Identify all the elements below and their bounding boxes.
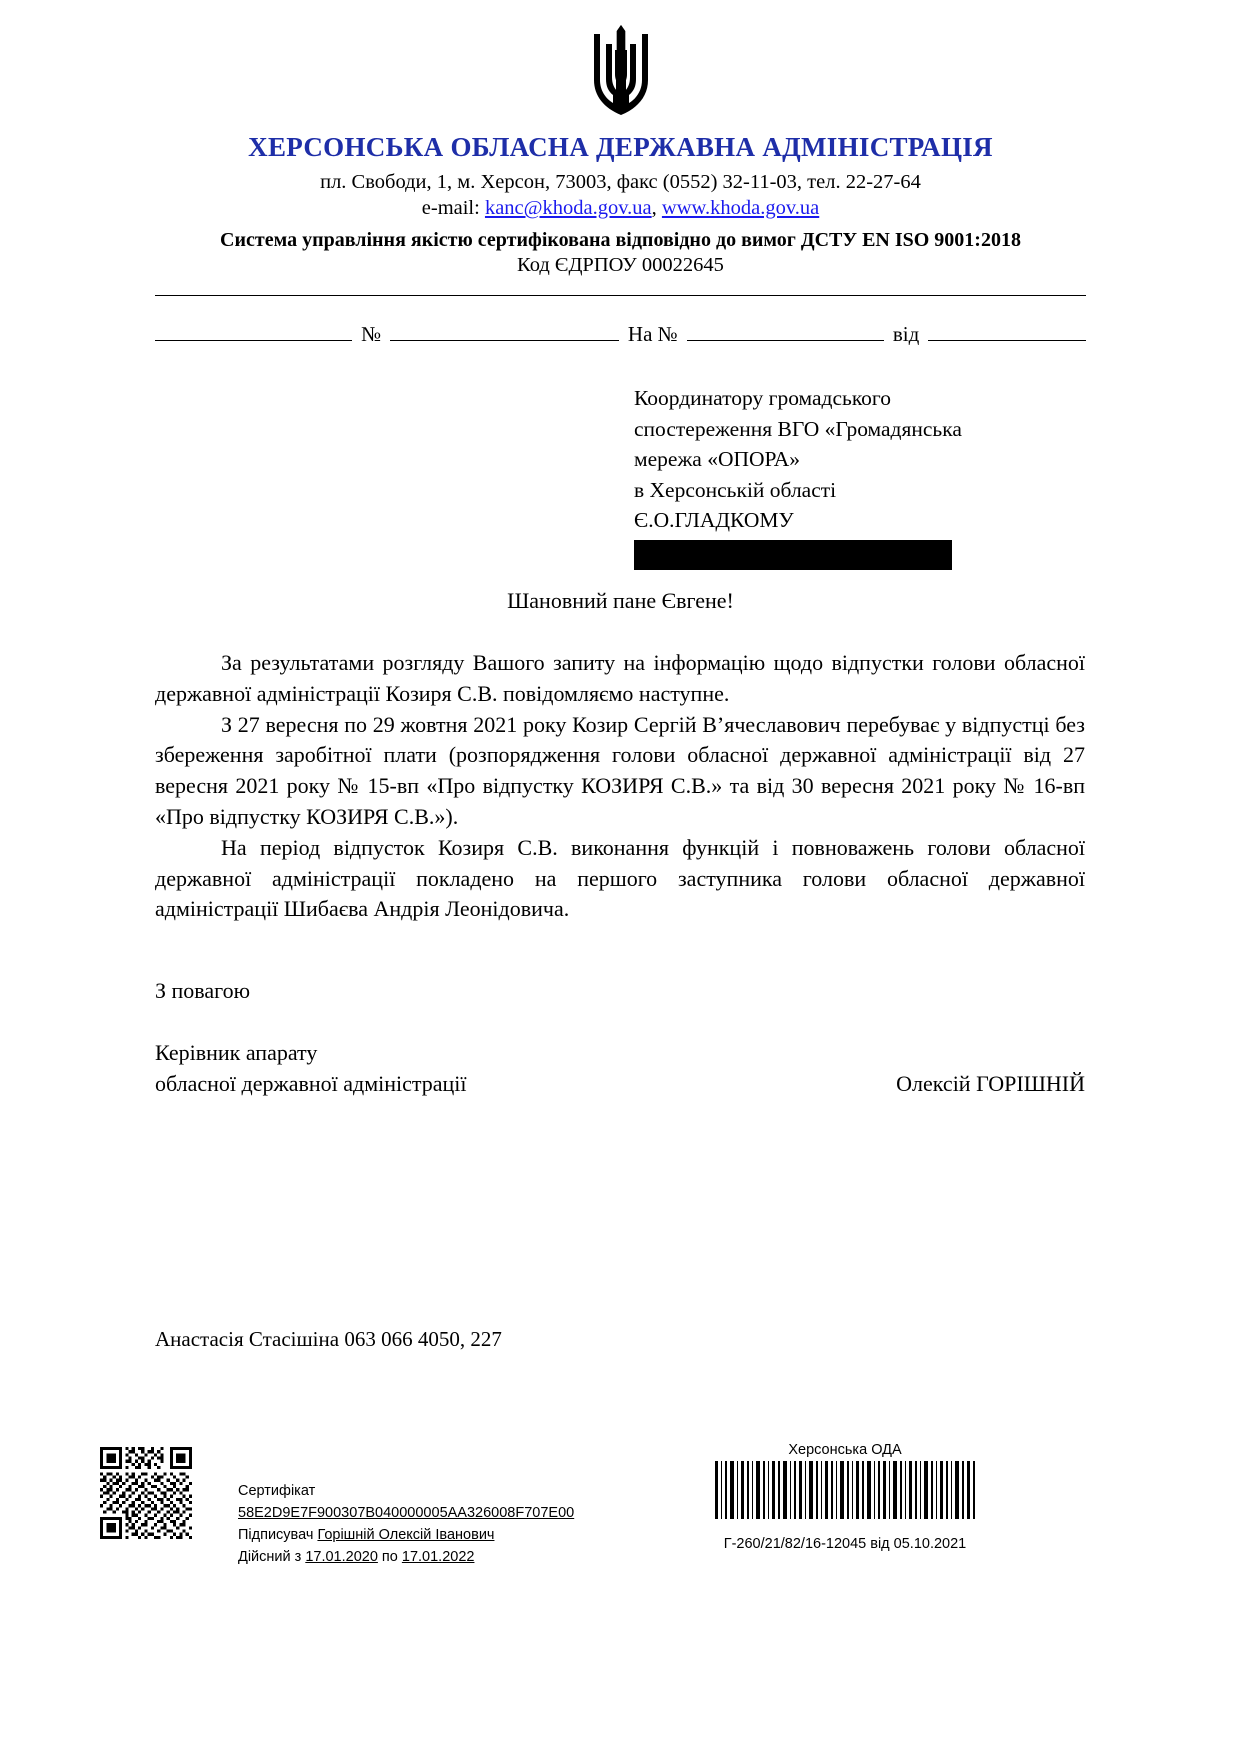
reply-date-blank[interactable] <box>928 322 1086 341</box>
validity-to: 17.01.2022 <box>401 1549 475 1566</box>
email-link[interactable]: kanc@khoda.gov.ua <box>484 197 652 219</box>
edrpou-code: Код ЄДРПОУ 00022645 <box>517 254 724 276</box>
signature-row-2 <box>155 1069 1085 1100</box>
redacted-block <box>634 540 952 570</box>
signer-name: Олексій ГОРІШНІЙ <box>896 1070 1085 1096</box>
certificate-label: Сертифікат <box>238 1483 316 1499</box>
letter-body <box>155 648 1085 925</box>
signer-position-line-2: обласної державної адміністрації <box>155 1070 467 1096</box>
addressee-line-5: Є.О.ГЛАДКОМУ <box>634 508 794 533</box>
signature-block <box>155 1038 1085 1100</box>
signer-position-line-1: Керівник апарату <box>155 1040 318 1065</box>
footer <box>0 1442 1241 1755</box>
contacts-separator: , <box>651 197 662 219</box>
registration-line <box>155 322 1086 347</box>
body-paragraph-1: За результатами розгляду Вашого запиту на інформацію щодо відпустки голови обласної державної адміністрації Козиря С.В. повідомляємо наступне. <box>155 650 1085 706</box>
addressee-line-4: в Херсонській області <box>634 477 837 502</box>
organization-title: ХЕРСОНСЬКА ОБЛАСНА ДЕРЖАВНА АДМІНІСТРАЦІЯ <box>248 132 993 162</box>
certificate-value: 58E2D9E7F900307B040000005AA326008F707E00 <box>238 1505 575 1522</box>
validity-from: 17.01.2020 <box>305 1549 378 1566</box>
barcode <box>713 1461 977 1519</box>
organization-address: пл. Свободи, 1, м. Херсон, 73003, факс (0552) 32-11-03, тел. 22-27-64 <box>320 171 921 193</box>
regards-line: З повагою <box>155 978 251 1003</box>
quality-system-note: Система управління якістю сертифікована відповідно до вимог ДСТУ EN ISO 9001:2018 <box>220 229 1021 251</box>
organization-contacts <box>0 197 1241 220</box>
addressee-line-1: Координатору громадського <box>634 386 891 410</box>
addressee-line-2: спостереження ВГО «Громадянська <box>634 416 962 441</box>
validity-mid: по <box>377 1549 402 1566</box>
signer-label: Підписувач <box>238 1527 318 1544</box>
registration-number-blank[interactable] <box>390 322 619 341</box>
registration-date-blank[interactable] <box>155 322 352 341</box>
signer-value: Горішній Олексій Іванович <box>317 1527 495 1544</box>
registration-number-label: № <box>361 322 382 346</box>
barcode-block <box>700 1442 990 1552</box>
addressee-block <box>634 383 1064 570</box>
reply-number-label: На № <box>627 322 678 346</box>
emblem-container <box>0 0 1241 122</box>
ukraine-trident-emblem <box>586 22 656 117</box>
certificate-info <box>238 1480 574 1568</box>
qr-code <box>100 1447 192 1539</box>
body-paragraph-2: З 27 вересня по 29 жовтня 2021 року Козир Сергій В’ячеславович перебуває у відпустці без збереження заробітної плати (розпорядження голови обласної державної адміністрації від 27 вересня 2021 року № 15-вп «Про відпустку КОЗИРЯ С.В.» та від 30 вересня 2021 року № 16-вп «Про відпустку КОЗИРЯ С.В.»). <box>155 711 1085 829</box>
salutation: Шановний пане Євгене! <box>507 588 734 613</box>
email-label: e-mail: <box>421 197 485 219</box>
validity-label: Дійсний з <box>238 1549 306 1566</box>
barcode-title: Херсонська ОДА <box>788 1442 902 1458</box>
executor-contact: Анастасія Стасішіна 063 066 4050, 227 <box>155 1327 502 1351</box>
reply-date-label: від <box>892 322 920 346</box>
signer-row <box>238 1524 574 1546</box>
barcode-caption: Г-260/21/82/16-12045 від 05.10.2021 <box>723 1536 967 1552</box>
website-link[interactable]: www.khoda.gov.ua <box>661 197 820 219</box>
signature-row-1 <box>155 1038 1085 1069</box>
reply-number-blank[interactable] <box>687 322 884 341</box>
body-paragraph-3: На період відпусток Козиря С.В. виконання функцій і повноважень голови обласної державної адміністрації покладено на першого заступника голови обласної державної адміністрації Шибаєва Андрія Леонідовича. <box>155 834 1085 922</box>
header-divider <box>155 295 1086 296</box>
addressee-line-3: мережа «ОПОРА» <box>634 447 801 472</box>
validity-row <box>238 1546 574 1568</box>
